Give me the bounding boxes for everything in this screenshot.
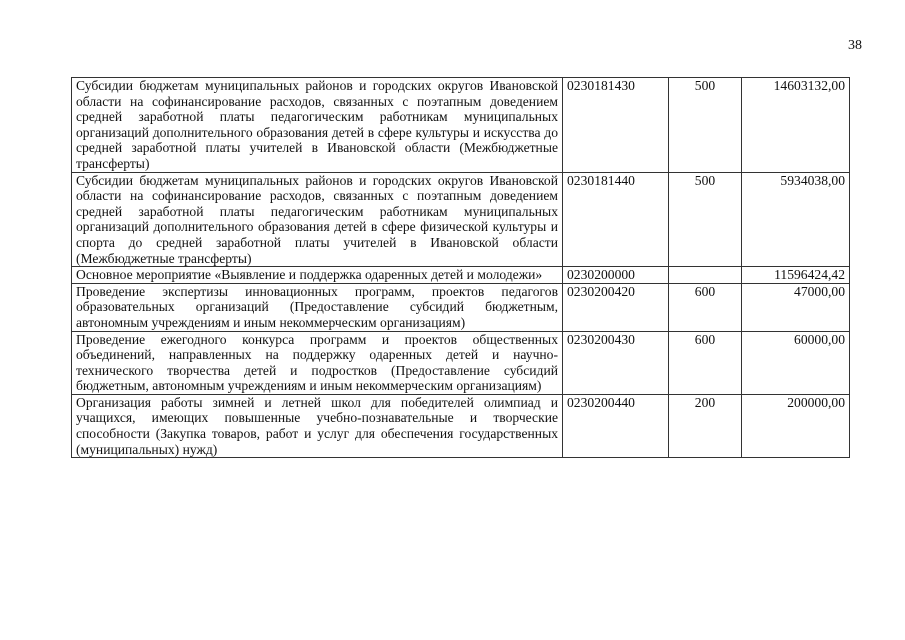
row-expense-type: 600 — [669, 283, 742, 331]
row-amount: 60000,00 — [742, 331, 850, 394]
table-row — [72, 78, 850, 173]
page-number: 38 — [848, 38, 862, 53]
row-expense-type: 500 — [669, 78, 742, 173]
table-row — [72, 267, 850, 284]
row-expense-type: 500 — [669, 172, 742, 267]
row-target-code: 0230200420 — [563, 283, 669, 331]
row-target-code: 0230200000 — [563, 267, 669, 284]
row-name: Организация работы зимней и летней школ для победителей олимпиад и учащихся, имеющих повышенные учебно-познавательные и творческие способности (Закупка товаров, работ и услуг для обеспечения государственных (муниципальных) нужд) — [72, 394, 563, 457]
table-row — [72, 172, 850, 267]
row-expense-type — [669, 267, 742, 284]
row-name: Проведение ежегодного конкурса программ и проектов общественных объединений, направленных на поддержку одаренных детей и научно-технического творчества детей и подростков (Предоставление субсидий бюджетным, автономным учреждениям и иным некоммерческим организациям) — [72, 331, 563, 394]
table-row — [72, 283, 850, 331]
table-row — [72, 394, 850, 457]
row-expense-type: 600 — [669, 331, 742, 394]
row-amount: 14603132,00 — [742, 78, 850, 173]
row-target-code: 0230181430 — [563, 78, 669, 173]
row-amount: 200000,00 — [742, 394, 850, 457]
table-row — [72, 331, 850, 394]
row-target-code: 0230200430 — [563, 331, 669, 394]
budget-table — [71, 77, 850, 458]
row-amount: 47000,00 — [742, 283, 850, 331]
row-target-code: 0230200440 — [563, 394, 669, 457]
row-name: Субсидии бюджетам муниципальных районов и городских округов Ивановской области на софинансирование расходов, связанных с поэтапным доведением средней заработной платы педагогическим работникам муниципальных организаций дополнительного образования детей в сфере культуры и искусства до средней заработной платы учителей в Ивановской области (Межбюджетные трансферты) — [72, 78, 563, 173]
row-name: Проведение экспертизы инновационных программ, проектов педагогов образовательных организаций (Предоставление субсидий бюджетным, автономным учреждениям и иным некоммерческим организациям) — [72, 283, 563, 331]
row-target-code: 0230181440 — [563, 172, 669, 267]
row-name: Субсидии бюджетам муниципальных районов и городских округов Ивановской области на софинансирование расходов, связанных с поэтапным доведением средней заработной платы педагогическим работникам муниципальных организаций дополнительного образования детей в сфере физической культуры и спорта до средней заработной платы учителей в Ивановской области (Межбюджетные трансферты) — [72, 172, 563, 267]
row-amount: 11596424,42 — [742, 267, 850, 284]
row-expense-type: 200 — [669, 394, 742, 457]
row-name: Основное мероприятие «Выявление и поддержка одаренных детей и молодежи» — [72, 267, 563, 284]
row-amount: 5934038,00 — [742, 172, 850, 267]
